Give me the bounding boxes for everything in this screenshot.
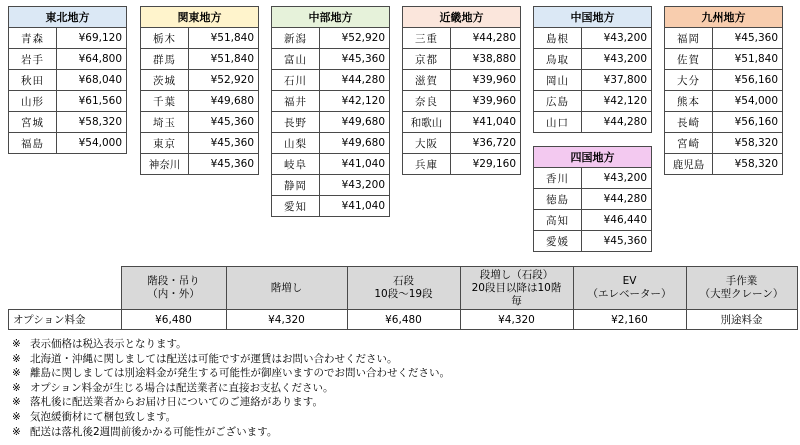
shipping-price: ¥45,360 (189, 112, 259, 133)
shipping-price: ¥52,920 (189, 70, 259, 91)
table-row (403, 70, 521, 91)
table-row (141, 28, 259, 49)
note-text: 落札後に配送業者からお届け日についてのご連絡があります。 (30, 396, 323, 409)
option-price: ¥4,320 (460, 310, 573, 330)
shipping-price: ¥58,320 (57, 112, 127, 133)
note-mark: ※ (12, 367, 21, 380)
table-row (665, 91, 783, 112)
prefecture-name: 香川 (534, 168, 582, 189)
shipping-price: ¥39,960 (451, 91, 521, 112)
prefecture-name: 宮崎 (665, 133, 713, 154)
region-table-kanto (140, 6, 259, 175)
shipping-price: ¥38,880 (451, 49, 521, 70)
region-table-chugoku (533, 6, 652, 133)
shipping-price: ¥56,160 (713, 70, 783, 91)
option-price: ¥6,480 (347, 310, 460, 330)
shipping-price: ¥69,120 (57, 28, 127, 49)
table-row (141, 154, 259, 175)
table-row (403, 112, 521, 133)
region-table-kyushu (664, 6, 783, 175)
shipping-price: ¥44,280 (451, 28, 521, 49)
table-row (534, 189, 652, 210)
table-row (403, 49, 521, 70)
prefecture-name: 山梨 (272, 133, 320, 154)
prefecture-name: 青森 (9, 28, 57, 49)
note-mark: ※ (12, 352, 21, 365)
table-row (403, 28, 521, 49)
shipping-price: ¥45,360 (320, 49, 390, 70)
shipping-price: ¥41,040 (320, 154, 390, 175)
table-row (665, 112, 783, 133)
prefecture-name: 愛知 (272, 196, 320, 217)
note-text: 表示価格は税込表示となります。 (30, 338, 187, 350)
prefecture-name: 静岡 (272, 175, 320, 196)
prefecture-name: 奈良 (403, 91, 451, 112)
option-price: 別途料金 (686, 310, 797, 330)
note-item (12, 366, 450, 381)
shipping-price: ¥56,160 (713, 112, 783, 133)
table-row (534, 28, 652, 49)
table-row (665, 133, 783, 154)
shipping-price: ¥45,360 (713, 28, 783, 49)
note-text: 離島に関しましては別途料金が発生する可能性が御座いますのでお問い合わせください。 (30, 367, 450, 380)
note-mark: ※ (12, 381, 21, 394)
note-item (12, 337, 450, 352)
prefecture-name: 高知 (534, 210, 582, 231)
table-row (9, 310, 798, 330)
prefecture-name: 徳島 (534, 189, 582, 210)
table-row (272, 133, 390, 154)
option-price: ¥6,480 (121, 310, 226, 330)
prefecture-name: 長崎 (665, 112, 713, 133)
option-header: 階段・吊り （内・外） (121, 267, 226, 310)
table-row (534, 70, 652, 91)
table-row (272, 112, 390, 133)
shipping-price: ¥45,360 (189, 133, 259, 154)
shipping-price: ¥44,280 (582, 112, 652, 133)
shipping-price: ¥51,840 (189, 49, 259, 70)
table-row (9, 112, 127, 133)
table-row (272, 49, 390, 70)
shipping-price: ¥54,000 (57, 133, 127, 154)
shipping-price: ¥61,560 (57, 91, 127, 112)
shipping-price: ¥49,680 (189, 91, 259, 112)
table-row (272, 91, 390, 112)
table-row (665, 28, 783, 49)
table-row (534, 112, 652, 133)
prefecture-name: 大阪 (403, 133, 451, 154)
prefecture-name: 愛媛 (534, 231, 582, 252)
shipping-price: ¥41,040 (451, 112, 521, 133)
note-text: 気泡緩衝材にて梱包致します。 (30, 410, 177, 423)
option-row-label: オプション料金 (9, 310, 122, 330)
shipping-price: ¥49,680 (320, 133, 390, 154)
option-header: 段増し（石段） 20段目以降は10階 毎 (460, 267, 573, 310)
table-row (534, 231, 652, 252)
shipping-price: ¥51,840 (189, 28, 259, 49)
note-item (12, 425, 450, 440)
region-header: 中国地方 (534, 7, 652, 28)
prefecture-name: 岩手 (9, 49, 57, 70)
table-row (272, 154, 390, 175)
shipping-price: ¥46,440 (582, 210, 652, 231)
prefecture-name: 福島 (9, 133, 57, 154)
region-table-shikoku (533, 146, 652, 252)
shipping-price: ¥64,800 (57, 49, 127, 70)
option-header: 石段 10段〜19段 (347, 267, 460, 310)
prefecture-name: 秋田 (9, 70, 57, 91)
region-table-tohoku (8, 6, 127, 154)
table-row (9, 28, 127, 49)
note-mark: ※ (12, 410, 21, 423)
shipping-price: ¥43,200 (582, 49, 652, 70)
option-header: EV （エレベーター） (573, 267, 686, 310)
table-row (403, 91, 521, 112)
prefecture-name: 京都 (403, 49, 451, 70)
notes-list (12, 337, 450, 439)
region-header: 東北地方 (9, 7, 127, 28)
table-row (272, 70, 390, 91)
table-row (141, 70, 259, 91)
table-row (9, 91, 127, 112)
option-header: 階増し (226, 267, 347, 310)
shipping-price: ¥42,120 (582, 91, 652, 112)
shipping-price: ¥42,120 (320, 91, 390, 112)
shipping-price: ¥39,960 (451, 70, 521, 91)
shipping-price: ¥68,040 (57, 70, 127, 91)
shipping-price: ¥51,840 (713, 49, 783, 70)
prefecture-name: 滋賀 (403, 70, 451, 91)
region-header: 中部地方 (272, 7, 390, 28)
table-row (534, 210, 652, 231)
prefecture-name: 東京 (141, 133, 189, 154)
region-header: 関東地方 (141, 7, 259, 28)
shipping-price: ¥49,680 (320, 112, 390, 133)
shipping-price: ¥44,280 (320, 70, 390, 91)
table-row (665, 154, 783, 175)
region-header: 近畿地方 (403, 7, 521, 28)
prefecture-name: 岐阜 (272, 154, 320, 175)
table-row (534, 49, 652, 70)
table-row (141, 112, 259, 133)
region-header: 四国地方 (534, 147, 652, 168)
prefecture-name: 岡山 (534, 70, 582, 91)
shipping-price: ¥44,280 (582, 189, 652, 210)
region-table-chubu (271, 6, 390, 217)
note-mark: ※ (12, 425, 21, 438)
prefecture-name: 山形 (9, 91, 57, 112)
note-item (12, 410, 450, 425)
prefecture-name: 石川 (272, 70, 320, 91)
prefecture-name: 大分 (665, 70, 713, 91)
prefecture-name: 富山 (272, 49, 320, 70)
shipping-price: ¥37,800 (582, 70, 652, 91)
prefecture-name: 佐賀 (665, 49, 713, 70)
shipping-price: ¥41,040 (320, 196, 390, 217)
shipping-price: ¥36,720 (451, 133, 521, 154)
prefecture-name: 福井 (272, 91, 320, 112)
note-text: 北海道・沖縄に関しましては配送は可能ですが運賃はお問い合わせください。 (30, 352, 398, 365)
table-row (141, 133, 259, 154)
table-row (9, 49, 127, 70)
region-table-kinki (402, 6, 521, 175)
prefecture-name: 群馬 (141, 49, 189, 70)
prefecture-name: 三重 (403, 28, 451, 49)
prefecture-name: 長野 (272, 112, 320, 133)
table-row (9, 133, 127, 154)
prefecture-name: 埼玉 (141, 112, 189, 133)
table-row (272, 175, 390, 196)
table-row (272, 28, 390, 49)
option-header-row (9, 267, 798, 310)
prefecture-name: 和歌山 (403, 112, 451, 133)
note-item (12, 395, 450, 410)
prefecture-name: 神奈川 (141, 154, 189, 175)
option-corner-cell (9, 267, 122, 310)
shipping-price: ¥45,360 (189, 154, 259, 175)
shipping-price: ¥58,320 (713, 154, 783, 175)
table-row (665, 49, 783, 70)
prefecture-name: 島根 (534, 28, 582, 49)
shipping-price: ¥54,000 (713, 91, 783, 112)
shipping-price: ¥52,920 (320, 28, 390, 49)
prefecture-name: 熊本 (665, 91, 713, 112)
note-text: 配送は落札後2週間前後かかる可能性がございます。 (30, 425, 278, 438)
note-text: オプション料金が生じる場合は配送業者に直接お支払ください。 (30, 381, 334, 394)
table-row (9, 70, 127, 91)
prefecture-name: 茨城 (141, 70, 189, 91)
option-price: ¥4,320 (226, 310, 347, 330)
shipping-price: ¥43,200 (582, 168, 652, 189)
prefecture-name: 山口 (534, 112, 582, 133)
note-item (12, 381, 450, 396)
region-header: 九州地方 (665, 7, 783, 28)
option-fee-table (8, 266, 798, 330)
prefecture-name: 栃木 (141, 28, 189, 49)
table-row (141, 91, 259, 112)
prefecture-name: 千葉 (141, 91, 189, 112)
table-row (534, 91, 652, 112)
prefecture-name: 鳥取 (534, 49, 582, 70)
table-row (403, 133, 521, 154)
shipping-price: ¥43,200 (582, 28, 652, 49)
option-price: ¥2,160 (573, 310, 686, 330)
table-row (403, 154, 521, 175)
note-mark: ※ (12, 338, 21, 350)
table-row (141, 49, 259, 70)
shipping-price: ¥45,360 (582, 231, 652, 252)
shipping-price: ¥43,200 (320, 175, 390, 196)
option-header: 手作業 （大型クレーン） (686, 267, 797, 310)
prefecture-name: 広島 (534, 91, 582, 112)
prefecture-name: 鹿児島 (665, 154, 713, 175)
table-row (665, 70, 783, 91)
shipping-price: ¥58,320 (713, 133, 783, 154)
prefecture-name: 福岡 (665, 28, 713, 49)
table-row (272, 196, 390, 217)
note-mark: ※ (12, 396, 21, 409)
prefecture-name: 兵庫 (403, 154, 451, 175)
prefecture-name: 新潟 (272, 28, 320, 49)
prefecture-name: 宮城 (9, 112, 57, 133)
table-row (534, 168, 652, 189)
note-item (12, 352, 450, 367)
shipping-price: ¥29,160 (451, 154, 521, 175)
